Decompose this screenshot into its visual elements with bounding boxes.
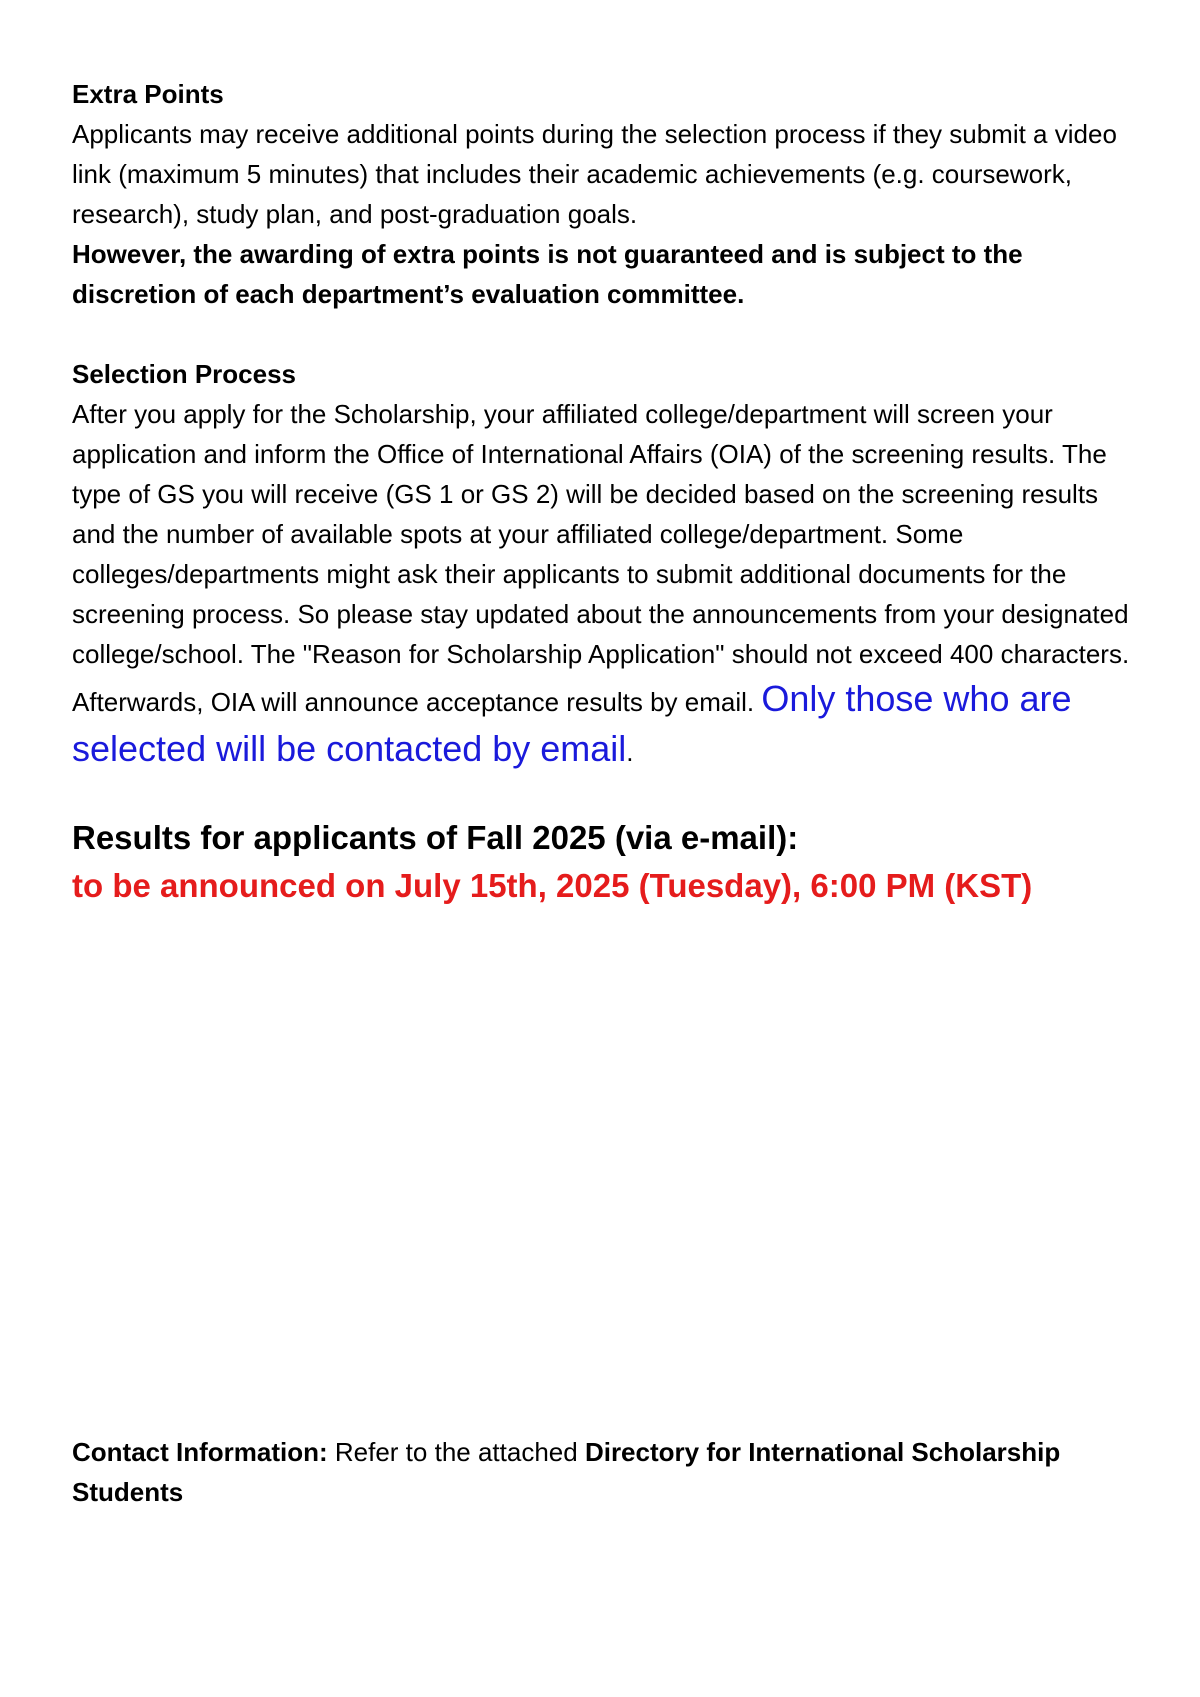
selection-process-title: Selection Process xyxy=(72,359,296,389)
selected-contact-highlight: Only those who are selected will be contacted by email xyxy=(72,678,1072,769)
results-date: to be announced on July 15th, 2025 (Tuesday), 6:00 PM (KST) xyxy=(72,867,1033,904)
directory-name: Directory for International Scholarship Students xyxy=(72,1437,1061,1507)
contact-text: Refer to the attached xyxy=(327,1437,585,1467)
selection-process-body: After you apply for the Scholarship, your affiliated college/department will screen your application and inform the Office of International Affairs (OIA) of the screening results. The type of GS you will receive (GS 1 or GS 2) will be decided based on the screening results and the number of available spots at your affiliated college/department. Some colleges/departments might ask their applicants to submit additional documents for the screening process. So please stay updated about the announcements from your designated college/school. The "Reason for Scholarship Application" should not exceed 400 characters. xyxy=(72,399,1130,669)
results-section xyxy=(72,814,1132,910)
afterwards-text: Afterwards, OIA will announce acceptance results by email. xyxy=(72,687,762,717)
contact-label: Contact Information: xyxy=(72,1437,328,1467)
section-spacer xyxy=(72,314,1132,354)
highlight-period: . xyxy=(626,737,634,767)
extra-points-section xyxy=(72,74,1132,314)
selection-process-afterwards xyxy=(72,674,1132,774)
extra-points-body: Applicants may receive additional points during the selection process if they submit a video link (maximum 5 minutes) that includes their academic achievements (e.g. coursework, research), study plan, and post-graduation goals. xyxy=(72,119,1117,229)
selection-process-section xyxy=(72,354,1132,774)
contact-information xyxy=(72,1432,1132,1512)
document-page xyxy=(72,74,1132,910)
results-heading: Results for applicants of Fall 2025 (via e-mail): xyxy=(72,819,799,856)
extra-points-notice: However, the awarding of extra points is not guaranteed and is subject to the discretion of each department’s evaluation committee. xyxy=(72,239,1023,309)
extra-points-title: Extra Points xyxy=(72,79,224,109)
